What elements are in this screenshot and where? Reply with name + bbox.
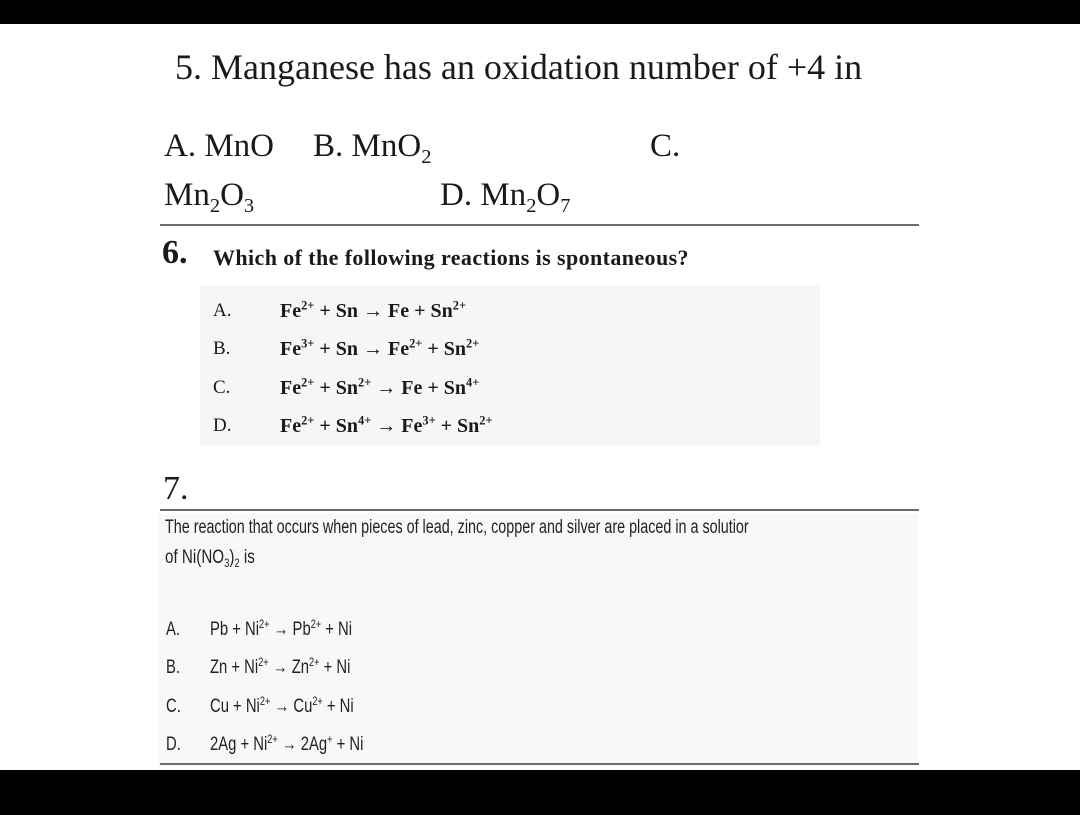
q7-text-prefix: of Ni(NO (165, 547, 225, 568)
q6-reaction-charge: 3+ (301, 336, 315, 351)
question-6-number: 6. (162, 234, 188, 271)
q6-reaction-equation (280, 415, 493, 438)
q7-reaction-text: Zn + (210, 657, 245, 678)
q7-option-letter: B. (166, 657, 181, 678)
q6-reaction-text: + (314, 415, 336, 437)
q6-reaction-species: Sn (457, 415, 480, 437)
q7-reaction-text: + Ni (319, 657, 351, 678)
q7-reaction-equation (210, 696, 354, 718)
q6-reaction-charge: 2+ (301, 413, 315, 428)
q5-option-b (313, 128, 432, 169)
q7-text-mid: ) (229, 547, 235, 568)
q7-reaction-species: Ni (244, 657, 259, 678)
q6-reaction-charge: 2+ (409, 336, 423, 351)
q7-reaction-charge: + (327, 732, 333, 746)
q7-reaction-text: + Ni (321, 619, 353, 640)
q6-option-letter: D. (213, 415, 232, 436)
q5-option-b-text: B. MnO (313, 128, 422, 164)
q6-reaction-species: Fe (280, 377, 302, 399)
q7-reaction-species: Ni (245, 696, 260, 717)
q5-c-sub1: 2 (209, 195, 221, 218)
q7-reaction-species: Zn (291, 657, 310, 678)
q7-text-line2 (165, 547, 255, 569)
q7-reaction-charge: 2+ (310, 617, 322, 631)
question-5-title: 5. Manganese has an oxidation number of +4 in (175, 47, 863, 87)
q7-reaction-text: + Ni (332, 734, 364, 755)
q6-option-letter: C. (213, 377, 231, 398)
q6-reaction-species: Sn (335, 377, 359, 399)
q6-reaction-charge: 2+ (358, 375, 372, 390)
q7-reaction-text: 2Ag + (210, 734, 254, 755)
q6-reaction-charge: 3+ (422, 413, 436, 428)
q6-reaction-text: + Sn → (314, 338, 389, 360)
q7-reaction-charge: 2+ (312, 694, 323, 708)
q7-reaction-species: Ag (309, 734, 328, 755)
q7-text-suffix: is (239, 547, 255, 568)
q6-reaction-charge: 2+ (452, 298, 467, 313)
q7-text-line1: The reaction that occurs when pieces of lead, zinc, copper and silver are placed in a solutior (165, 517, 749, 538)
q7-reaction-charge: 2+ (259, 617, 270, 631)
q6-option-letter: A. (213, 300, 232, 321)
q7-reaction-text: + Ni (322, 696, 354, 717)
q6-reaction-species: Fe (280, 415, 302, 437)
q7-reaction-charge: 2+ (267, 732, 278, 746)
q7-reaction-charge: 2+ (309, 655, 320, 669)
q6-reaction-equation (280, 338, 479, 361)
q6-reaction-charge: 4+ (358, 413, 372, 428)
q5-d-o: O (536, 177, 561, 213)
q6-reaction-species: Fe (280, 300, 302, 322)
q6-reaction-species: Sn (443, 338, 467, 360)
q6-reaction-charge: 2+ (466, 336, 480, 351)
q6-reaction-species: Fe (401, 415, 423, 437)
q7-reaction-charge: 2+ (259, 694, 271, 708)
q5-c-sub2: 3 (243, 195, 255, 218)
q5-d-mn: D. Mn (440, 177, 527, 213)
q7-reaction-species: Ni (245, 619, 260, 640)
q7-text-sub1: 3 (224, 557, 230, 571)
q7-text-sub2: 2 (234, 557, 240, 571)
q7-reaction-text: Pb + (210, 619, 246, 640)
q5-option-c: C. (650, 128, 681, 164)
q5-d-sub1: 2 (526, 195, 537, 218)
q6-option-letter: B. (213, 338, 231, 359)
q6-reaction-text: → (371, 415, 402, 437)
q7-reaction-equation (210, 657, 350, 679)
q7-reaction-text: → 2 (277, 734, 310, 755)
q6-reaction-species: Sn (430, 300, 453, 322)
q6-reaction-text: + Sn → Fe + (314, 300, 431, 322)
q5-option-d (440, 177, 571, 218)
q5-option-a: A. MnO (164, 128, 275, 164)
q6-reaction-charge: 2+ (301, 298, 315, 313)
divider-q7-bottom (160, 763, 919, 765)
q5-option-c-formula (164, 177, 255, 218)
q6-reaction-text: + (314, 377, 336, 399)
q7-reaction-equation (210, 734, 363, 756)
q7-reaction-species: Pb (292, 619, 311, 640)
divider-q7-top (160, 509, 919, 511)
q6-reaction-text: + (422, 338, 444, 360)
q6-reaction-species: Fe (280, 338, 302, 360)
document-page (0, 24, 1080, 770)
q5-c-mn: Mn (164, 177, 210, 213)
q7-reaction-charge: 2+ (258, 655, 269, 669)
q7-reaction-species: Ni (253, 734, 268, 755)
q6-reaction-species: Sn (335, 415, 359, 437)
q5-c-o: O (220, 177, 244, 213)
q7-reaction-text: Cu + (210, 696, 246, 717)
q6-reaction-species: Sn (443, 377, 467, 399)
q6-reaction-charge: 2+ (301, 375, 315, 390)
q6-reaction-text: + (435, 415, 458, 437)
question-6-title: Which of the following reactions is spontaneous? (213, 245, 689, 270)
q6-reaction-charge: 4+ (466, 375, 480, 390)
q7-reaction-equation (210, 619, 352, 641)
q7-reaction-text: → (269, 619, 293, 640)
q7-option-letter: A. (166, 619, 181, 640)
q6-reaction-equation (280, 300, 466, 323)
q7-option-letter: D. (166, 734, 181, 755)
question-7-number: 7. (163, 470, 189, 507)
q5-option-b-subscript: 2 (421, 146, 432, 169)
q5-d-sub2: 7 (560, 195, 571, 218)
q6-reaction-equation (280, 377, 479, 400)
q6-reaction-text: → Fe + (371, 377, 444, 399)
q6-reaction-species: Fe (388, 338, 410, 360)
q7-reaction-species: Cu (293, 696, 313, 717)
divider-q5 (160, 224, 919, 226)
q7-reaction-text: → (268, 657, 292, 678)
q7-reaction-text: → (270, 696, 294, 717)
q7-option-letter: C. (166, 696, 181, 717)
q6-reaction-charge: 2+ (479, 413, 493, 428)
